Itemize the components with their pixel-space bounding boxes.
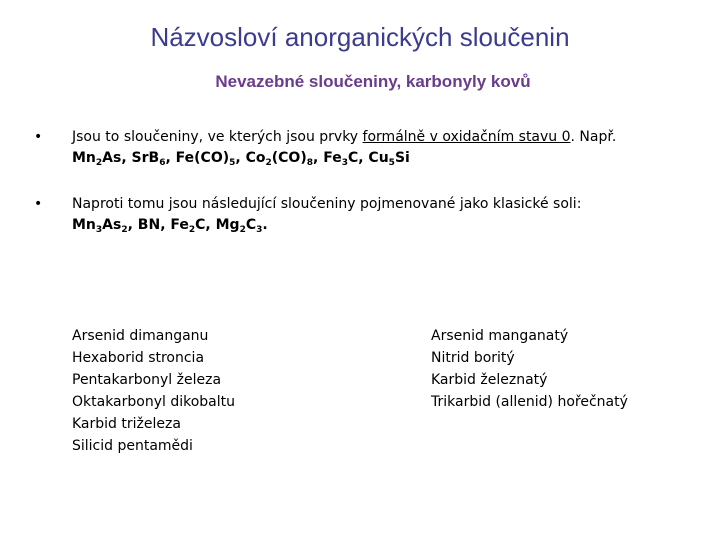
list-item: Silicid pentamědi	[72, 438, 193, 454]
list-item: Trikarbid (allenid) hořečnatý	[431, 394, 628, 410]
list-item: Pentakarbonyl železa	[72, 372, 222, 388]
slide-title: Názvosloví anorganických sloučenin	[150, 22, 570, 52]
list-item: Oktakarbonyl dikobaltu	[72, 394, 236, 410]
bullet-2	[34, 194, 684, 236]
bullet-1-underlined: formálně v oxidačním stavu 0	[362, 129, 571, 145]
bullet-1-text-after: . Např.	[570, 129, 617, 145]
list-item: Karbid železnatý	[431, 372, 548, 388]
list-item: Karbid triželeza	[72, 416, 181, 432]
bullet-1-text: Jsou to sloučeniny, ve kterých jsou prvky	[72, 129, 363, 145]
list-item: Hexaborid stroncia	[72, 350, 205, 366]
list-item: Nitrid boritý	[431, 350, 515, 366]
bullet-marker: •	[34, 196, 43, 212]
bullet-2-formulas: $Mn_3As_2$, BN, $Fe_2C$, $Mg_2C_3$.	[72, 217, 268, 235]
bullet-1	[34, 127, 684, 169]
systematic-names-list	[72, 325, 235, 457]
bullet-marker: •	[34, 129, 43, 145]
list-item: Arsenid dimanganu	[72, 328, 209, 344]
slide-subtitle: Nevazebné sloučeniny, karbonyly kovů	[215, 72, 531, 91]
salt-names-list	[431, 325, 628, 413]
bullet-1-formulas: $Mn_2As$, SrB$_6$, $Fe(CO)_5$, $Co_2(CO)_8$, $Fe_3C$, $Cu_5Si$	[72, 150, 410, 168]
list-item: Arsenid manganatý	[431, 328, 569, 344]
bullet-2-text: Naproti tomu jsou následující sloučeniny pojmenované jako klasické soli:	[72, 196, 582, 212]
